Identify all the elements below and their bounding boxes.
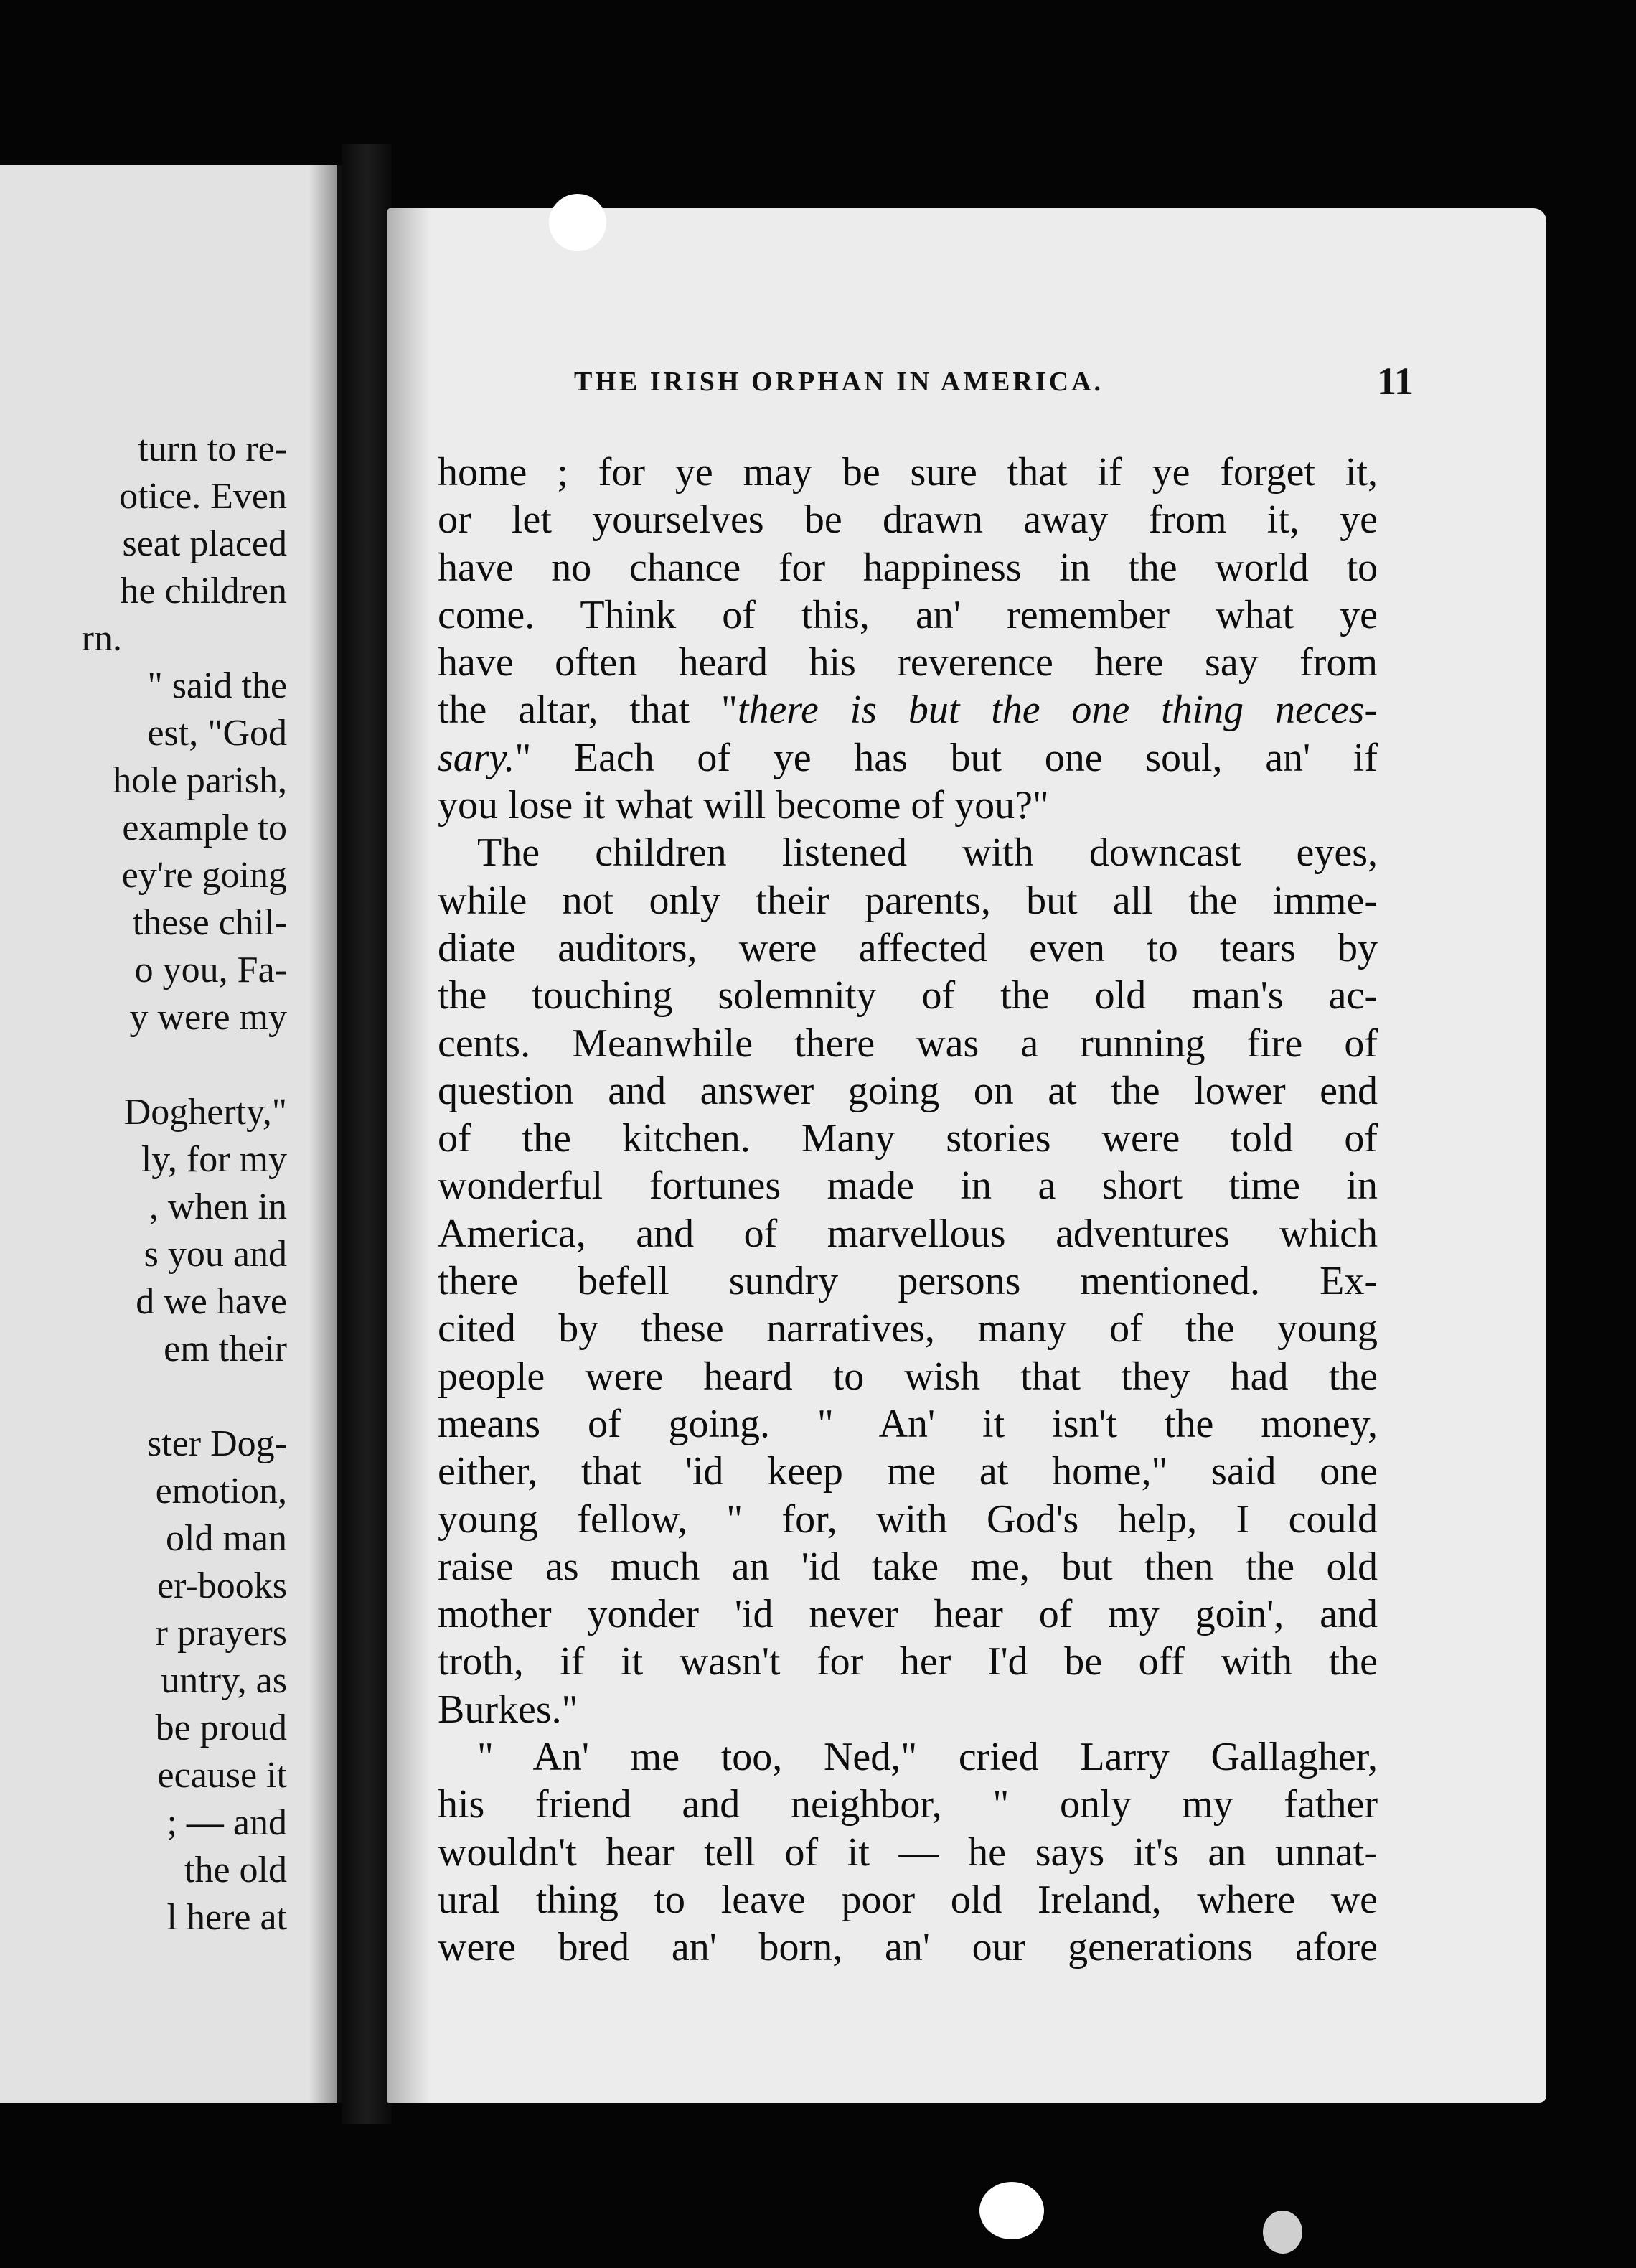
left-text-line: these chil- [132, 902, 287, 943]
left-text-line: ey're going [121, 855, 287, 896]
left-text-line: he children [120, 571, 287, 611]
left-text-line: ly, for my [141, 1139, 287, 1180]
left-text-line: , when in [149, 1186, 287, 1227]
text-line: mother yonder 'id never hear of my goin', and [438, 1592, 1378, 1637]
text-line: wouldn't hear tell of it — he says it's an unnat- [438, 1829, 1378, 1875]
text-line: there befell sundry persons mentioned. Ex- [438, 1259, 1378, 1304]
left-text-line: em their [164, 1329, 287, 1369]
text-line: wonderful fortunes made in a short time in [438, 1163, 1378, 1209]
text-line: young fellow, " for, with God's help, I could [438, 1496, 1378, 1542]
left-text-line: " said the [147, 665, 287, 706]
left-text-line: Dogherty," [123, 1092, 287, 1133]
left-text-line: hole parish, [113, 760, 287, 801]
text-line: were bred an' born, an' our generations afore [438, 1925, 1378, 1970]
text-line: America, and of marvellous adventures which [438, 1211, 1378, 1256]
text-line: home ; for ye may be sure that if ye forget it, [438, 450, 1378, 495]
left-text-line: d we have [136, 1281, 287, 1322]
page-number: 11 [1376, 360, 1414, 403]
left-text-line: l here at [166, 1897, 287, 1938]
paper-damage-spot [979, 2182, 1044, 2239]
paper-damage-spot [549, 194, 606, 251]
text-line: come. Think of this, an' remember what ye [438, 592, 1378, 637]
paragraph-first-line: " An' me too, Ned," cried Larry Gallagher, [477, 1735, 1378, 1780]
text-line: diate auditors, were affected even to tears by [438, 925, 1378, 970]
italic-text-run: sary. [438, 735, 515, 780]
running-head [574, 359, 1507, 409]
left-text-line: s you and [144, 1234, 287, 1275]
body-text [438, 449, 1378, 1972]
text-line: troth, if it wasn't for her I'd be off with the [438, 1639, 1378, 1684]
left-text-line: the old [184, 1850, 287, 1890]
left-text-line: r prayers [155, 1613, 287, 1654]
text-line: means of going. " An' it isn't the money, [438, 1401, 1378, 1446]
text-line: raise as much an 'id take me, but then the old [438, 1544, 1378, 1589]
text-line: question and answer going on at the lower end [438, 1068, 1378, 1113]
text-line [438, 734, 1378, 782]
left-text-line: o you, Fa- [134, 950, 287, 990]
text-line: people were heard to wish that they had the [438, 1354, 1378, 1399]
left-text-line: ; — and [166, 1802, 287, 1843]
left-text-line: rn. [81, 618, 122, 659]
paragraph-first-line: The children listened with downcast eyes, [477, 830, 1378, 876]
left-text-line: seat placed [122, 523, 287, 564]
running-head-title: THE IRISH ORPHAN IN AMERICA. [574, 367, 1104, 397]
book-gutter [342, 144, 392, 2124]
left-text-line: y were my [129, 997, 287, 1038]
left-text-line: example to [122, 807, 287, 848]
text-run: " Each of ye has but one soul, an' if [514, 735, 1378, 780]
left-text-line: ster Dog- [147, 1423, 287, 1464]
text-run: the altar, that " [438, 688, 738, 733]
text-line: the touching solemnity of the old man's ac- [438, 973, 1378, 1018]
left-text-line: turn to re- [138, 428, 287, 469]
text-line: or let yourselves be drawn away from it, ye [438, 497, 1378, 543]
text-line: cents. Meanwhile there was a running fire of [438, 1021, 1378, 1066]
left-text-line: untry, as [161, 1660, 287, 1701]
text-line: ural thing to leave poor old Ireland, where we [438, 1877, 1378, 1922]
text-line: his friend and neighbor, " only my father [438, 1782, 1378, 1827]
left-text-line: otice. Even [119, 476, 287, 517]
text-line: cited by these narratives, many of the young [438, 1306, 1378, 1351]
right-page [387, 208, 1546, 2103]
text-line: either, that 'id keep me at home," said one [438, 1449, 1378, 1494]
left-text-line: be proud [155, 1707, 287, 1748]
text-line: have no chance for happiness in the world to [438, 545, 1378, 590]
left-text-line: ecause it [157, 1755, 287, 1796]
left-text-line: old man [166, 1518, 287, 1559]
left-text-line: est, "God [147, 713, 287, 754]
left-page-fragment [0, 165, 342, 2103]
text-line: Burkes." [438, 1687, 578, 1732]
left-text-line: emotion, [155, 1471, 287, 1512]
italic-text-run: there is but the one thing neces- [737, 688, 1378, 733]
text-line: while not only their parents, but all the imme- [438, 878, 1378, 923]
paper-damage-spot [1263, 2211, 1302, 2254]
left-text-line: er-books [157, 1565, 287, 1606]
text-line: have often heard his reverence here say from [438, 640, 1378, 685]
text-line: of the kitchen. Many stories were told of [438, 1116, 1378, 1161]
text-line: you lose it what will become of you?" [438, 783, 1049, 828]
text-line [438, 686, 1378, 734]
